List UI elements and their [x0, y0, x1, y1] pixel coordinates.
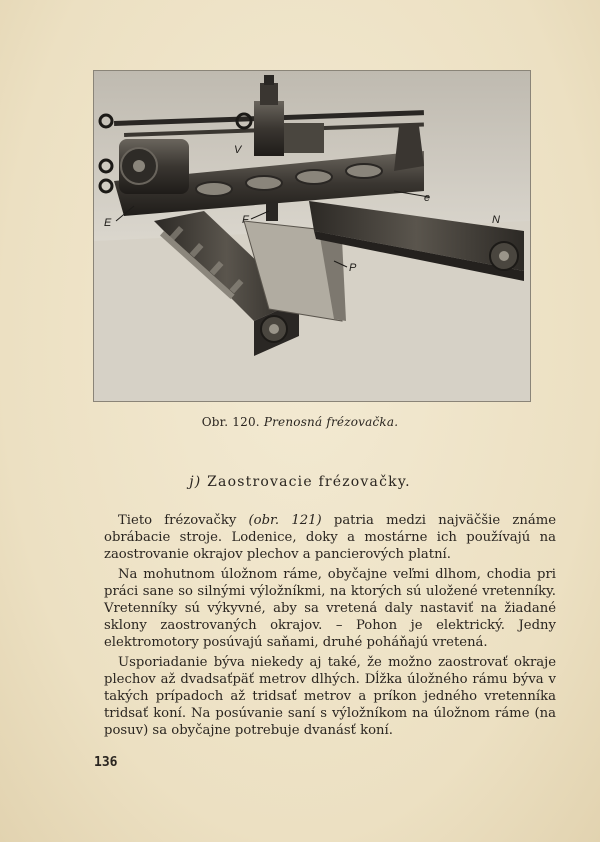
label-e: e — [424, 192, 431, 204]
page-number: 136 — [94, 755, 118, 770]
paragraph-1-before: Tieto frézovačky — [118, 513, 249, 528]
section-heading — [0, 474, 600, 490]
label-E: E — [104, 217, 112, 229]
paragraph-1 — [104, 512, 556, 563]
label-N: N — [492, 214, 500, 226]
paragraph-1-after: patria medzi najväčšie známe obrábacie stroje. Lodenice, doky a mostárne ich používajú na zaostrovanie okrajov plechov a pancierových platní. — [104, 513, 556, 562]
section-marker: j) — [189, 474, 202, 490]
paragraph-1-reference: (obr. 121) — [248, 513, 322, 528]
spindle-head — [254, 101, 284, 156]
paragraph-3: Usporiadanie býva niekedy aj také, že možno zaostrovať okraje plechov až dvadsaťpäť metrov dlhých. Dĺžka úložného rámu býva v takých prípadoch až tridsať metrov a príkon jedného vretenníka tridsať koní. Na posúvanie saní s výložníkom na úložnom ráme (na posuv) sa obyčajne potrebuje dvanásť koní. — [104, 655, 556, 738]
caption-prefix: Obr. 120. — [201, 415, 260, 429]
figure-caption — [0, 415, 600, 429]
section-title: Zaostrovacie frézovačky. — [207, 474, 411, 490]
label-V: V — [234, 144, 242, 156]
label-P: P — [349, 262, 357, 274]
machine-photo — [93, 70, 531, 402]
caption-title: Prenosná frézovačka. — [263, 415, 399, 429]
milling-machine-illustration — [94, 71, 530, 401]
label-F: F — [242, 214, 249, 226]
paragraph-2: Na mohutnom úložnom ráme, obyčajne veľmi dlhom, chodia pri práci sane so silnými výložníkmi, na ktorých sú uložené vretenníky. Vretenníky sú výkyvné, aby sa vretená daly nastaviť na žiadané sklony zaostrovaných okrajov. – Pohon je elektrický. Jedny elektromotory posúvajú saňami, druhé poháňajú vretená. — [104, 567, 556, 650]
